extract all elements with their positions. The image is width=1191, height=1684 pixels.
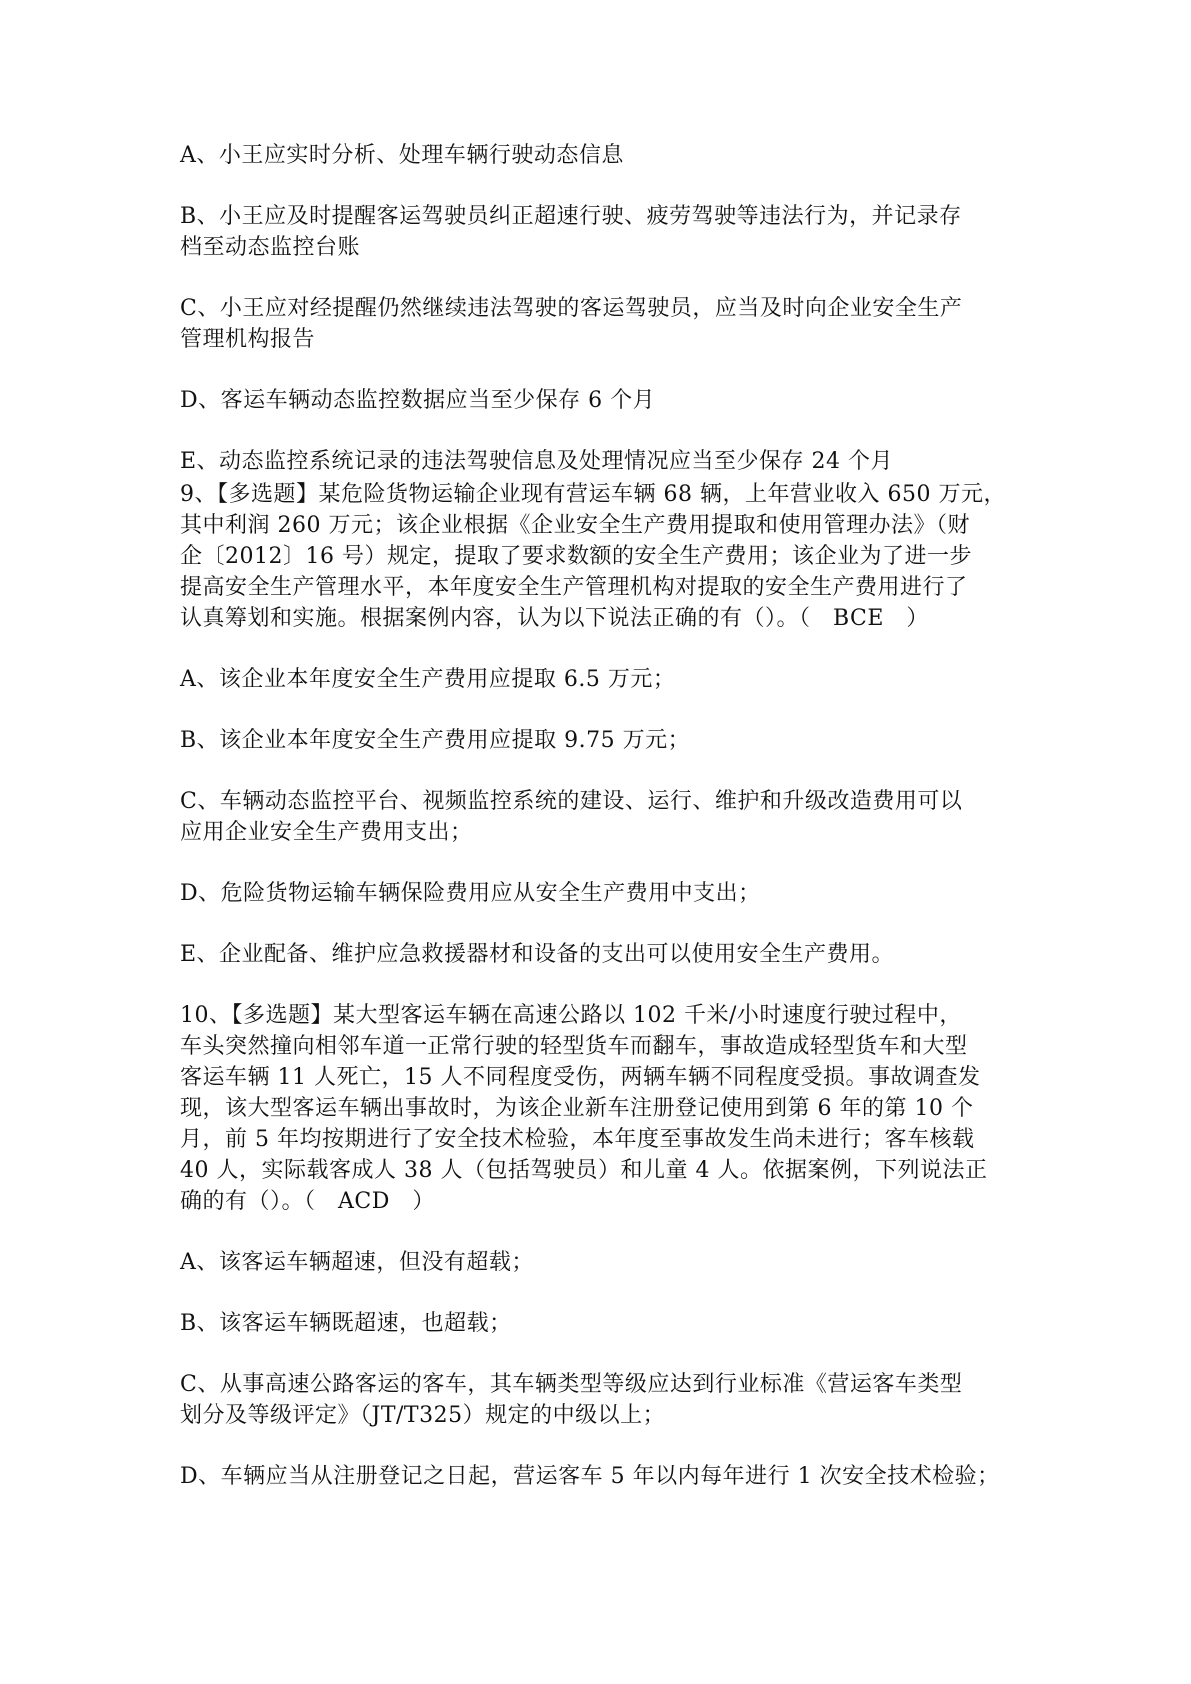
q9-question: 9、【多选题】某危险货物运输企业现有营运车辆 68 辆，上年营业收入 650 万元， 其中利润 260 万元；该企业根据《企业安全生产费用提取和使用管理办法》（财 企〔2012〕16 号）规定，提取了要求数额的安全生产费用；该企业为了进一步 提高安全生产管理水平，本年度安全生产管理机构对提取的安全生产费用进行了 认真筹划和实施。根据案例内容，认为以下说法正确的有（）。（ BCE ）: [180, 482, 1006, 631]
q8-option-b: B、小王应及时提醒客运驾驶员纠正超速行驶、疲劳驾驶等违法行为，并记录存 档至动态监控台账: [180, 204, 962, 260]
q8-option-c: C、小王应对经提醒仍然继续违法驾驶的客运驾驶员，应当及时向企业安全生产 管理机构报告: [180, 296, 963, 352]
q10-option-a: A、该客运车辆超速，但没有超载；: [180, 1250, 534, 1275]
q10-option-d: D、车辆应当从注册登记之日起，营运客车 5 年以内每年进行 1 次安全技术检验；: [180, 1464, 1000, 1489]
document-body: [180, 140, 1010, 1492]
q9-option-c: C、车辆动态监控平台、视频监控系统的建设、运行、维护和升级改造费用可以 应用企业安全生产费用支出；: [180, 789, 963, 845]
q8-option-d: D、客运车辆动态监控数据应当至少保存 6 个月: [180, 388, 656, 413]
q10-question: 10、【多选题】某大型客运车辆在高速公路以 102 千米/小时速度行驶过程中， 车头突然撞向相邻车道一正常行驶的轻型货车而翻车，事故造成轻型货车和大型 客运车辆 11 人死亡，15 人不同程度受伤，两辆车辆不同程度受损。事故调查发 现，该大型客运车辆出事故时，为该企业新车注册登记使用到第 6 年的第 10 个 月，前 5 年均按期进行了安全技术检验，本年度至事故发生尚未进行；客车核载 40 人，实际载客成人 38 人（包括驾驶员）和儿童 4 人。依据案例，下列说法正 确的有（）。（ ACD ）: [180, 1003, 988, 1214]
q10-option-c: C、从事高速公路客运的客车，其车辆类型等级应达到行业标准《营运客车类型 划分及等级评定》（JT/T325）规定的中级以上；: [180, 1372, 963, 1428]
q10-option-b: B、该客运车辆既超速，也超载；: [180, 1311, 512, 1336]
q9-option-e: E、企业配备、维护应急救援器材和设备的支出可以使用安全生产费用。: [180, 942, 895, 967]
q8-option-e: E、动态监控系统记录的违法驾驶信息及处理情况应当至少保存 24 个月: [180, 449, 894, 474]
q9-option-b: B、该企业本年度安全生产费用应提取 9.75 万元；: [180, 728, 691, 753]
q9-option-d: D、危险货物运输车辆保险费用应从安全生产费用中支出；: [180, 881, 761, 906]
q8-option-a: A、小王应实时分析、处理车辆行驶动态信息: [180, 143, 624, 168]
q9-option-a: A、该企业本年度安全生产费用应提取 6.5 万元；: [180, 667, 676, 692]
